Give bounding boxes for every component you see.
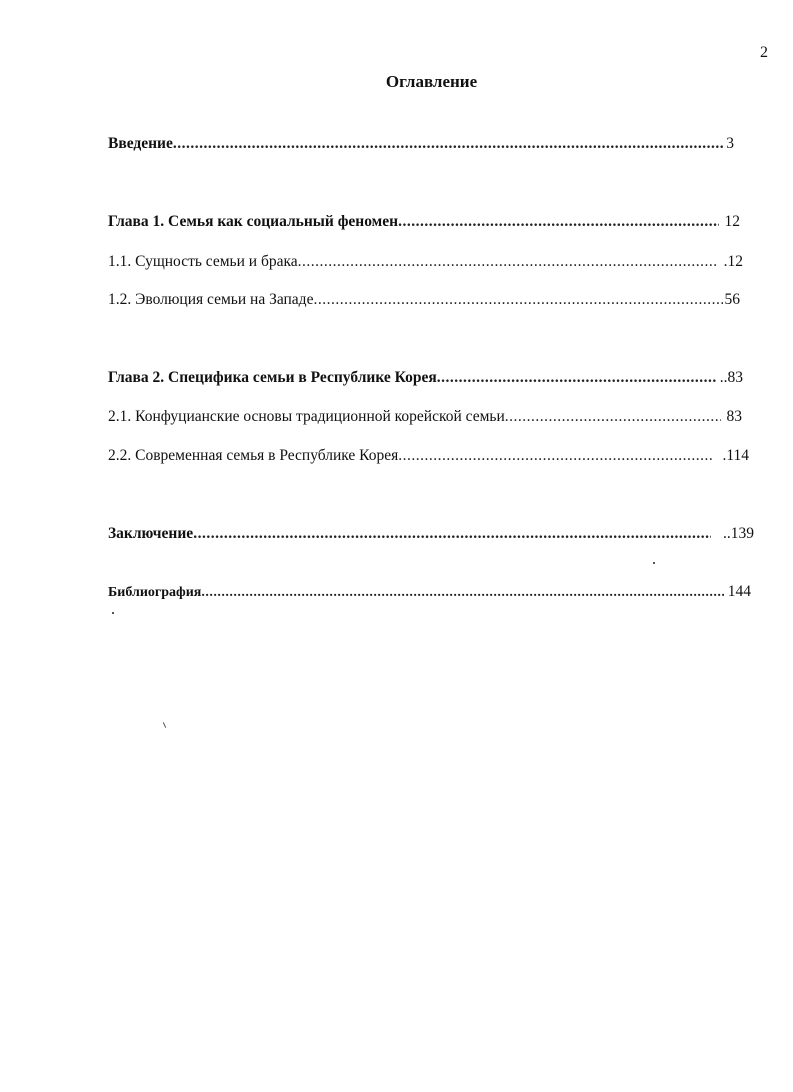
toc-entry-label: 2.1. Конфуцианские основы традиционной корейской семьи xyxy=(108,408,505,425)
dot-leader xyxy=(201,583,723,603)
toc-entry-bibliography xyxy=(108,582,751,603)
toc-entry-page: 83 xyxy=(726,408,742,425)
dot-leader xyxy=(298,252,718,272)
toc-entry-conclusion xyxy=(108,524,754,544)
dot-leader xyxy=(505,407,721,427)
page-number: 2 xyxy=(760,44,768,61)
toc-entry-label: Заключение xyxy=(108,525,194,542)
toc-entry-page: 3 xyxy=(726,135,734,152)
toc-heading: Оглавление xyxy=(385,72,478,91)
toc-entry-label: Введение xyxy=(108,135,173,152)
toc-entry-label: 1.2. Эволюция семьи на Западе xyxy=(108,291,314,308)
toc-entry-label: 2.2. Современная семья в Республике Корея xyxy=(108,447,399,464)
dot-leader xyxy=(193,524,711,544)
toc-entry-label: Глава 1. Семья как социальный феномен xyxy=(108,213,399,230)
toc-entry-page: .114 xyxy=(722,447,749,464)
dot-leader xyxy=(398,212,718,232)
toc-entry-label: Библиография xyxy=(108,585,202,600)
toc-entry-section-2-1 xyxy=(108,407,742,427)
toc-entry-section-1-1 xyxy=(108,252,743,272)
toc-entry-chapter-1 xyxy=(108,212,740,232)
toc-entry-page: 12 xyxy=(724,213,740,230)
toc-entry-label: Глава 2. Специфика семьи в Республике Корея xyxy=(108,369,437,386)
toc-entry-page: .12 xyxy=(723,253,743,270)
toc-entry-page: 56 xyxy=(724,291,740,308)
scan-speck xyxy=(653,562,655,564)
toc-entry-label: 1.1. Сущность семьи и брака xyxy=(108,253,298,270)
scan-speck xyxy=(112,612,114,614)
scan-mark xyxy=(163,722,166,728)
dot-leader xyxy=(398,446,714,466)
toc-entry-page: 144 xyxy=(727,583,751,600)
toc-entry-section-1-2 xyxy=(108,290,740,310)
toc-entry-page: ..139 xyxy=(723,525,754,542)
toc-entry-chapter-2 xyxy=(108,368,743,388)
dot-leader xyxy=(173,134,724,154)
toc-entry-page: ..83 xyxy=(719,369,743,386)
toc-entry-introduction xyxy=(108,134,734,154)
dot-leader xyxy=(313,290,722,310)
dot-leader xyxy=(437,368,716,388)
toc-entry-section-2-2 xyxy=(108,446,749,466)
